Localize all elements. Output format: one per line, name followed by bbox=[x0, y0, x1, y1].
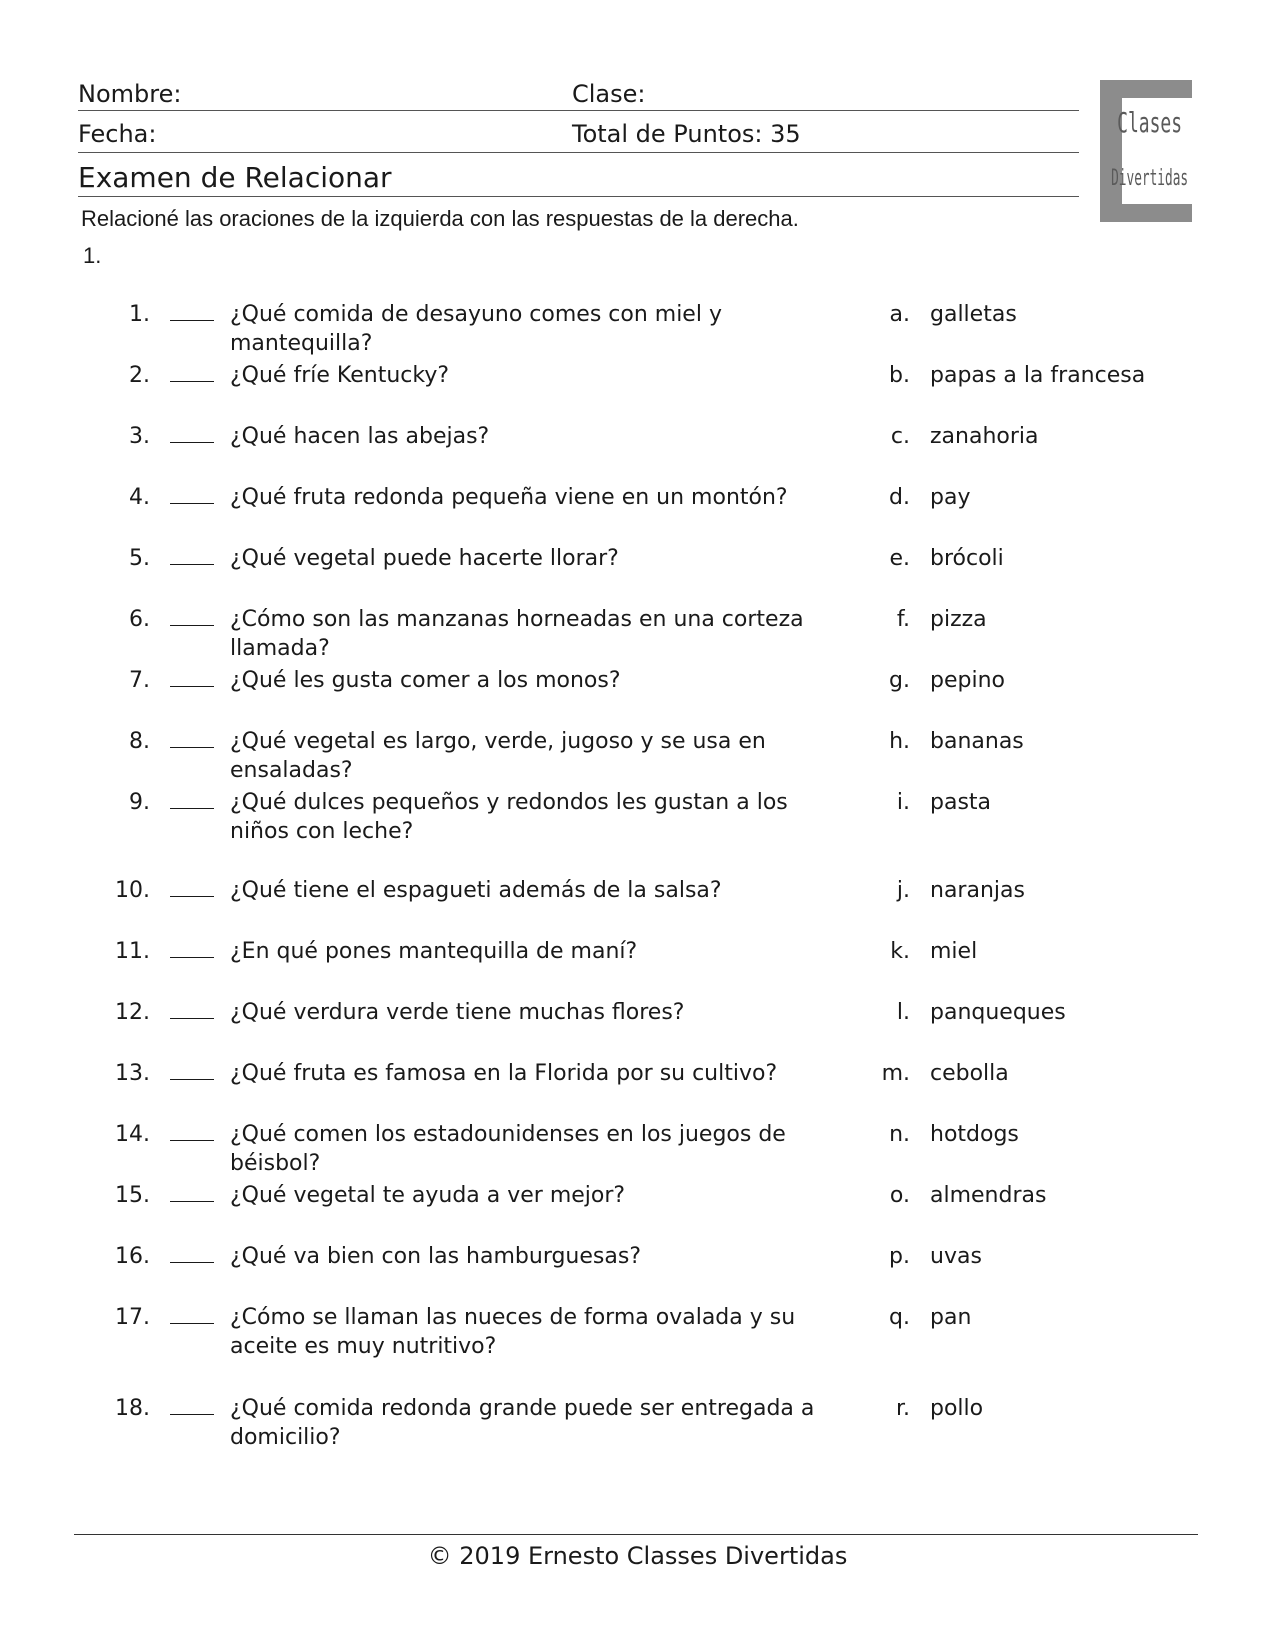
question-number: 8. bbox=[129, 729, 150, 754]
answer-text: panqueques bbox=[930, 1000, 1066, 1025]
answer-blank[interactable] bbox=[170, 957, 214, 958]
name-label: Nombre: bbox=[78, 80, 182, 108]
answer-blank[interactable] bbox=[170, 1140, 214, 1141]
logo-word-divertidas: Divertidas bbox=[1111, 165, 1189, 192]
question-number: 10. bbox=[115, 878, 150, 903]
header-row-title bbox=[78, 160, 1079, 197]
clases-divertidas-logo bbox=[1092, 76, 1204, 226]
question-number: 15. bbox=[115, 1183, 150, 1208]
answer-blank[interactable] bbox=[170, 442, 214, 443]
answer-blank[interactable] bbox=[170, 1262, 214, 1263]
header-row-date-points bbox=[78, 118, 1079, 153]
question-number: 1. bbox=[129, 302, 150, 327]
answer-blank[interactable] bbox=[170, 896, 214, 897]
answer-letter: f. bbox=[896, 607, 910, 632]
answer-letter: d. bbox=[889, 485, 910, 510]
question-text: ¿Cómo son las manzanas horneadas en una corteza llamada? bbox=[230, 607, 804, 661]
answer-blank[interactable] bbox=[170, 686, 214, 687]
answer-letter: c. bbox=[890, 424, 910, 449]
answer-letter: k. bbox=[890, 939, 910, 964]
answer-text: bananas bbox=[930, 729, 1024, 754]
answer-text: pan bbox=[930, 1305, 972, 1330]
question-number: 6. bbox=[129, 607, 150, 632]
answer-letter: q. bbox=[889, 1305, 910, 1330]
class-label: Clase: bbox=[572, 80, 646, 108]
answer-letter: h. bbox=[889, 729, 910, 754]
answer-text: zanahoria bbox=[930, 424, 1039, 449]
answer-letter: r. bbox=[895, 1396, 910, 1421]
answer-letter: e. bbox=[889, 546, 910, 571]
question-number: 3. bbox=[129, 424, 150, 449]
question-number: 7. bbox=[129, 668, 150, 693]
answer-text: papas a la francesa bbox=[930, 363, 1146, 388]
answer-text: naranjas bbox=[930, 878, 1025, 903]
question-text: ¿Qué hacen las abejas? bbox=[230, 424, 490, 449]
answer-blank[interactable] bbox=[170, 381, 214, 382]
answer-letter: p. bbox=[889, 1244, 910, 1269]
answer-letter: a. bbox=[889, 302, 910, 327]
answer-blank[interactable] bbox=[170, 1414, 214, 1415]
question-text: ¿Qué vegetal te ayuda a ver mejor? bbox=[230, 1183, 626, 1208]
question-text: ¿Qué fruta es famosa en la Florida por su cultivo? bbox=[230, 1061, 778, 1086]
answer-blank[interactable] bbox=[170, 320, 214, 321]
answer-blank[interactable] bbox=[170, 747, 214, 748]
question-text: ¿Qué tiene el espagueti además de la salsa? bbox=[230, 878, 722, 903]
answer-text: cebolla bbox=[930, 1061, 1009, 1086]
question-number: 13. bbox=[115, 1061, 150, 1086]
question-number: 9. bbox=[129, 790, 150, 815]
question-text: ¿Qué comida de desayuno comes con miel y mantequilla? bbox=[230, 302, 722, 356]
question-text: ¿Qué fruta redonda pequeña viene en un montón? bbox=[230, 485, 788, 510]
date-label: Fecha: bbox=[78, 120, 157, 148]
answer-letter: l. bbox=[896, 1000, 910, 1025]
answer-blank[interactable] bbox=[170, 808, 214, 809]
answer-text: pepino bbox=[930, 668, 1005, 693]
answer-blank[interactable] bbox=[170, 1201, 214, 1202]
answer-letter: n. bbox=[889, 1122, 910, 1147]
answer-text: miel bbox=[930, 939, 978, 964]
question-text: ¿Qué comen los estadounidenses en los juegos de béisbol? bbox=[230, 1122, 786, 1176]
answer-blank[interactable] bbox=[170, 1323, 214, 1324]
answer-blank[interactable] bbox=[170, 625, 214, 626]
question-number: 4. bbox=[129, 485, 150, 510]
question-number: 16. bbox=[115, 1244, 150, 1269]
question-text: ¿Qué dulces pequeños y redondos les gustan a los niños con leche? bbox=[230, 790, 788, 844]
answer-text: galletas bbox=[930, 302, 1017, 327]
answer-blank[interactable] bbox=[170, 564, 214, 565]
answer-letter: j. bbox=[896, 878, 910, 903]
answer-text: almendras bbox=[930, 1183, 1047, 1208]
logo-word-clases: Clases bbox=[1117, 105, 1183, 140]
answer-text: pizza bbox=[930, 607, 987, 632]
answer-letter: o. bbox=[889, 1183, 910, 1208]
answer-blank[interactable] bbox=[170, 1018, 214, 1019]
question-text: ¿Qué fríe Kentucky? bbox=[230, 363, 450, 388]
header-row-name-class bbox=[78, 78, 1079, 111]
question-text: ¿Qué vegetal puede hacerte llorar? bbox=[230, 546, 619, 571]
question-text: ¿Qué verdura verde tiene muchas flores? bbox=[230, 1000, 685, 1025]
answer-blank[interactable] bbox=[170, 1079, 214, 1080]
answer-letter: b. bbox=[889, 363, 910, 388]
question-number: 17. bbox=[115, 1305, 150, 1330]
question-number: 14. bbox=[115, 1122, 150, 1147]
answer-blank[interactable] bbox=[170, 503, 214, 504]
answer-text: pasta bbox=[930, 790, 992, 815]
instructions: Relacioné las oraciones de la izquierda con las respuestas de la derecha. bbox=[81, 206, 799, 231]
answer-text: hotdogs bbox=[930, 1122, 1019, 1147]
section-number: 1. bbox=[83, 243, 102, 268]
answer-text: pay bbox=[930, 485, 971, 510]
question-text: ¿En qué pones mantequilla de maní? bbox=[230, 939, 638, 964]
question-text: ¿Qué vegetal es largo, verde, jugoso y se usa en ensaladas? bbox=[230, 729, 766, 783]
page-title: Examen de Relacionar bbox=[78, 161, 392, 194]
copyright-footer: © 2019 Ernesto Classes Divertidas bbox=[427, 1542, 848, 1570]
answer-letter: i. bbox=[896, 790, 910, 815]
question-number: 2. bbox=[129, 363, 150, 388]
question-number: 12. bbox=[115, 1000, 150, 1025]
question-text: ¿Cómo se llaman las nueces de forma ovalada y su aceite es muy nutritivo? bbox=[230, 1305, 796, 1359]
answer-letter: m. bbox=[881, 1061, 910, 1086]
question-text: ¿Qué comida redonda grande puede ser entregada a domicilio? bbox=[230, 1396, 815, 1450]
footer-divider bbox=[74, 1534, 1198, 1535]
question-number: 5. bbox=[129, 546, 150, 571]
answer-text: uvas bbox=[930, 1244, 982, 1269]
answer-text: brócoli bbox=[930, 546, 1004, 571]
answer-text: pollo bbox=[930, 1396, 984, 1421]
question-text: ¿Qué les gusta comer a los monos? bbox=[230, 668, 621, 693]
question-number: 11. bbox=[115, 939, 150, 964]
answer-letter: g. bbox=[889, 668, 910, 693]
question-text: ¿Qué va bien con las hamburguesas? bbox=[230, 1244, 641, 1269]
total-points-label: Total de Puntos: 35 bbox=[572, 120, 801, 148]
question-number: 18. bbox=[115, 1396, 150, 1421]
